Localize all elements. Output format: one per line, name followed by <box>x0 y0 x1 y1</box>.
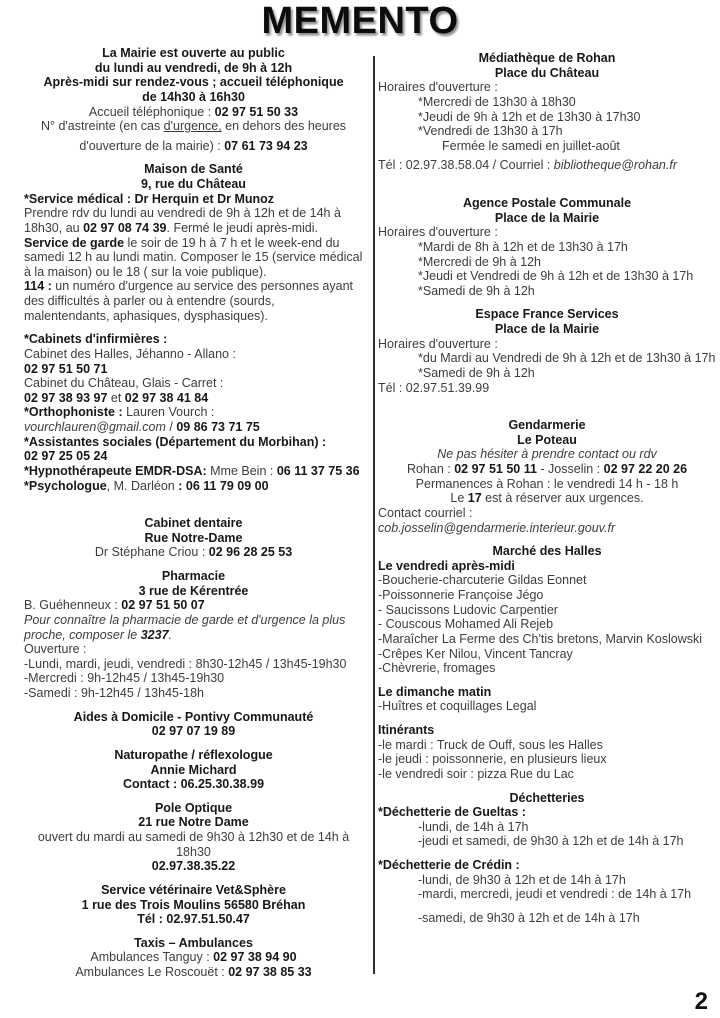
text-line <box>24 479 363 494</box>
text-line <box>24 965 363 980</box>
text-run: - Saucissons Ludovic Carpentier <box>378 602 558 617</box>
text-line <box>378 211 716 226</box>
bold-text-run: Marché des Halles <box>492 544 602 559</box>
text-run: *Mercredi de 9h à 12h <box>418 254 541 269</box>
heading-gendarmerie <box>378 418 716 433</box>
text-line <box>378 858 716 873</box>
bold-text-run: Après-midi sur rendez-vous ; accueil téléphonique <box>43 75 344 90</box>
text-run: -Chèvrerie, fromages <box>378 661 496 676</box>
text-line <box>24 859 363 874</box>
bold-text-run: 09 86 73 71 75 <box>176 420 260 434</box>
bold-text-run: Taxis – Ambulances <box>134 935 253 950</box>
bold-text-run: Déchetteries <box>509 790 585 805</box>
text-run: -Maraîcher La Ferme des Ch'tis bretons, Marvin Koslowski <box>378 631 703 646</box>
text-run: Ambulances Le Roscouët : <box>75 965 229 979</box>
text-run: B. Guéhenneux : <box>24 598 122 613</box>
bold-text-run: 07 61 73 94 23 <box>224 138 308 153</box>
text-run: -mardi, mercredi, jeudi et vendredi : de 14h à 17h <box>418 887 692 902</box>
text-line <box>24 950 363 965</box>
text-run: -lundi, de 14h à 17h <box>418 819 529 834</box>
text-line <box>24 686 363 701</box>
text-line <box>24 642 363 657</box>
bold-text-run: Pole Optique <box>154 800 233 815</box>
text-line <box>378 269 716 284</box>
text-line <box>24 815 363 830</box>
text-run: *Mercredi de 13h30 à 18h30 <box>418 94 576 109</box>
text-run: Ambulances Tanguy : <box>90 950 214 965</box>
bold-text-run: 02.97.38.35.22 <box>151 859 236 874</box>
text-run: *Samedi de 9h à 12h <box>418 283 535 298</box>
text-run: Cabinet du Château, Glais - Carret : <box>24 376 224 391</box>
bold-text-run: Cabinet dentaire <box>144 516 243 531</box>
bold-text-run: 3 rue de Kérentrée <box>138 583 249 598</box>
text-line <box>378 738 716 753</box>
text-run: -le vendredi soir : pizza Rue du Lac <box>378 766 574 781</box>
bold-text-run: Le dimanche matin <box>378 684 492 699</box>
heading-espace-france-services <box>378 307 716 322</box>
bold-text-run: *Service médical : Dr Herquin et Dr Munoz <box>24 191 275 206</box>
bold-text-run: Le Poteau <box>517 432 577 447</box>
text-line <box>378 351 716 366</box>
bold-text-run: *Déchetterie de Gueltas : <box>378 805 526 820</box>
text-line <box>24 912 363 927</box>
text-line <box>378 521 716 536</box>
text-line <box>378 834 716 849</box>
text-line <box>378 887 716 902</box>
bold-text-run: Service de garde <box>24 235 125 250</box>
text-line <box>378 447 716 462</box>
text-line <box>24 464 363 479</box>
text-line <box>378 433 716 448</box>
text-line <box>24 236 363 280</box>
bold-text-run: 02 97 51 50 33 <box>214 104 299 119</box>
bold-text-run: Le vendredi après-midi <box>378 558 515 573</box>
column-divider <box>373 56 375 974</box>
bold-text-run: Agence Postale Communale <box>462 196 632 210</box>
bold-text-run: 06 11 37 75 36 <box>276 463 360 478</box>
text-run: d'urgence, <box>163 119 222 134</box>
text-line <box>24 898 363 913</box>
heading-mairie <box>24 46 363 61</box>
bold-text-run: 1 rue des Trois Moulins 56580 Bréhan <box>81 897 306 912</box>
bold-text-run: 114 : <box>24 279 52 294</box>
text-line <box>24 376 363 391</box>
text-run: Permanences à Rohan : le vendredi 14 h - 18 h <box>415 476 679 491</box>
text-line <box>378 66 716 81</box>
text-line <box>24 657 363 672</box>
text-line <box>24 584 363 599</box>
text-line <box>24 435 363 450</box>
bold-text-run: 02 97 51 50 11 <box>454 462 537 476</box>
bold-text-run: 02 97 51 50 07 <box>121 598 205 613</box>
text-line <box>378 284 716 299</box>
text-line <box>378 573 716 588</box>
bold-text-run: *Orthophoniste : <box>24 405 123 420</box>
bold-text-run: Place de la Mairie <box>494 322 600 336</box>
bold-text-run: Annie Michard <box>150 762 237 777</box>
page-title: MEMENTO <box>261 0 459 42</box>
heading-aides-a-domicile <box>24 710 363 725</box>
text-run: Ne pas hésiter à prendre contact ou rdv <box>437 447 657 462</box>
text-run: *Samedi de 9h à 12h <box>418 365 535 380</box>
text-line <box>24 206 363 235</box>
text-run: *Jeudi de 9h à 12h et de 13h30 à 17h30 <box>418 109 641 124</box>
text-run: -Boucherie-charcuterie Gildas Eonnet <box>378 573 587 588</box>
right-column <box>377 51 720 926</box>
text-line <box>378 322 716 337</box>
text-line <box>378 820 716 835</box>
text-run: bibliotheque@rohan.fr <box>553 158 677 173</box>
text-line <box>378 805 716 820</box>
heading-pole-optique <box>24 801 363 816</box>
text-line <box>24 61 363 76</box>
text-line <box>378 661 716 676</box>
bold-text-run: *Psychologue <box>24 478 107 493</box>
heading-mediatheque <box>378 51 716 66</box>
text-line <box>378 240 716 255</box>
text-run: d'ouverture de la mairie) : <box>79 138 225 153</box>
text-run: - Josselin : <box>536 462 604 476</box>
bold-text-run: Service vétérinaire Vet&Sphère <box>101 882 286 897</box>
text-run: *du Mardi au Vendredi de 9h à 12h et de 13h30 à 17h <box>418 351 716 366</box>
text-line <box>24 177 363 192</box>
text-line <box>378 381 716 396</box>
bold-text-run: Tél : 02.97.51.50.47 <box>137 912 250 927</box>
text-run: en dehors des heures <box>221 119 347 134</box>
heading-itinerants <box>378 723 716 738</box>
text-line <box>24 598 363 613</box>
bold-text-run: 02 97 08 74 39 <box>83 220 167 235</box>
bold-text-run: Place de la Mairie <box>494 210 600 225</box>
text-run: / <box>165 420 177 434</box>
text-line <box>378 647 716 662</box>
left-column <box>0 46 372 980</box>
text-run: Le <box>450 491 468 506</box>
bold-text-run: La Mairie est ouverte au public <box>102 46 285 60</box>
text-run: -jeudi et samedi, de 9h30 à 12h et de 14h à 17h <box>418 834 684 849</box>
bold-text-run: 02 97 25 05 24 <box>24 449 108 464</box>
text-run: un numéro d'urgence au service des personnes ayant des difficultés à parler ou à entendre (sourds, malentendants, aphasiques, dysphasiques). <box>24 279 353 323</box>
text-run: -Poissonnerie Françoise Jégo <box>378 588 544 602</box>
text-run: Dr Stéphane Criou : <box>94 545 209 560</box>
text-run: Pour connaître la pharmacie de garde et d'urgence la plus proche, composer le <box>24 612 346 642</box>
bold-text-run: 9, rue du Château <box>141 177 246 191</box>
heading-maison-de-sante <box>24 162 363 177</box>
text-line <box>378 767 716 782</box>
bold-text-run: *Déchetterie de Crédin : <box>378 858 520 872</box>
text-line <box>24 90 363 105</box>
bold-text-run: 02 97 51 50 71 <box>24 361 108 376</box>
text-run: cob.josselin@gendarmerie.interieur.gouv.fr <box>378 520 616 535</box>
text-line <box>378 588 716 603</box>
heading-pharmacie <box>24 569 363 584</box>
bold-text-run: Médiathèque de Rohan <box>478 51 616 65</box>
text-run: Horaires d'ouverture : <box>378 80 498 95</box>
text-run: . <box>168 627 173 642</box>
text-line <box>24 362 363 377</box>
text-run: Accueil téléphonique : <box>88 104 215 119</box>
text-line <box>24 763 363 778</box>
text-line <box>378 617 716 632</box>
text-line <box>24 671 363 686</box>
text-line <box>378 603 716 618</box>
bold-text-run: 02 97 38 93 97 <box>24 390 108 405</box>
text-line <box>378 491 716 506</box>
text-run: , M. Darléon <box>106 478 179 493</box>
bold-text-run: Maison de Santé <box>144 162 243 177</box>
text-run: -Huîtres et coquillages Legal <box>378 699 537 714</box>
text-line <box>24 75 363 90</box>
heading-taxis-ambulances <box>24 936 363 951</box>
bold-text-run: *Cabinets d'infirmières : <box>24 332 168 347</box>
text-run: . Fermé le jeudi après-midi. <box>166 220 318 235</box>
text-line <box>378 110 716 125</box>
text-line <box>378 632 716 647</box>
text-line <box>24 119 363 134</box>
heading-marche-des-halles <box>378 544 716 559</box>
text-line <box>24 279 363 323</box>
page-number: 2 <box>694 988 708 1015</box>
text-line <box>24 724 363 739</box>
text-line <box>378 139 716 154</box>
text-line <box>378 366 716 381</box>
text-line <box>24 449 363 464</box>
text-line <box>24 391 363 406</box>
text-run: est à réserver aux urgences. <box>481 491 644 506</box>
heading-agence-postale <box>378 196 716 211</box>
text-run: Ouverture : <box>24 642 87 657</box>
text-line <box>378 337 716 352</box>
text-line <box>378 255 716 270</box>
text-run: vourchlauren@gmail.com <box>24 420 166 434</box>
text-run: -lundi, de 9h30 à 12h et de 14h à 17h <box>418 872 626 887</box>
text-line <box>24 139 363 154</box>
text-line <box>378 911 716 926</box>
text-line <box>378 462 716 477</box>
bold-text-run: Contact : 06.25.30.38.99 <box>122 777 265 792</box>
text-line <box>378 80 716 95</box>
text-line <box>378 506 716 521</box>
bold-text-run: Place du Château <box>494 65 600 80</box>
text-run: Fermée le samedi en juillet-août <box>442 138 620 153</box>
text-run: -le mardi : Truck de Ouff, sous les Halles <box>378 737 603 752</box>
text-run: - Couscous Mohamed Ali Rejeb <box>378 617 554 632</box>
bold-text-run: 02 97 07 19 89 <box>151 724 236 739</box>
text-run: Horaires d'ouverture : <box>378 225 498 240</box>
bold-text-run: 02 97 38 94 90 <box>213 950 297 965</box>
bold-text-run: Aides à Domicile - Pontivy Communauté <box>73 709 314 724</box>
text-run: -Mercredi : 9h-12h45 / 13h45-19h30 <box>24 671 225 686</box>
text-line <box>24 777 363 792</box>
text-line <box>24 420 363 435</box>
text-run: -le jeudi : poissonnerie, en plusieurs lieux <box>378 752 607 767</box>
heading-naturopathe <box>24 748 363 763</box>
bold-text-run: *Hypnothérapeute EMDR-DSA: <box>24 463 207 478</box>
heading-cabinet-dentaire <box>24 516 363 531</box>
text-run: -samedi, de 9h30 à 12h et de 14h à 17h <box>418 910 640 925</box>
bold-text-run: 02 97 22 20 26 <box>603 462 688 476</box>
text-run: -Samedi : 9h-12h45 / 13h45-18h <box>24 686 204 700</box>
bold-text-run: du lundi au vendredi, de 9h à 12h <box>94 60 293 75</box>
text-line <box>378 95 716 110</box>
bold-text-run: de 14h30 à 16h30 <box>142 89 245 104</box>
text-line <box>378 873 716 888</box>
text-line <box>378 752 716 767</box>
text-line <box>24 347 363 362</box>
text-run: *Mardi de 8h à 12h et de 13h30 à 17h <box>418 239 628 254</box>
text-line <box>24 545 363 560</box>
text-line <box>378 477 716 492</box>
text-run: Lauren Vourch : <box>122 405 215 420</box>
bold-text-run: : 06 11 79 09 00 <box>178 478 269 493</box>
text-run: N° d'astreinte (en cas <box>40 119 164 134</box>
text-run: -Crêpes Ker Nilou, Vincent Tancray <box>378 646 573 661</box>
bold-text-run: Rue Notre-Dame <box>144 530 243 545</box>
text-run: Horaires d'ouverture : <box>378 336 498 351</box>
text-run: *Jeudi et Vendredi de 9h à 12h et de 13h30 à 17h <box>418 269 694 284</box>
heading-cabinets-infirmieres <box>24 332 363 347</box>
heading-veterinaire <box>24 883 363 898</box>
bold-text-run: 21 rue Notre Dame <box>138 815 249 830</box>
text-run: Contact courriel : <box>378 505 473 520</box>
bold-text-run: Gendarmerie <box>508 418 586 433</box>
text-line <box>24 192 363 207</box>
heading-dimanche-matin <box>378 685 716 700</box>
text-line <box>378 559 716 574</box>
bold-text-run: 02 97 38 41 84 <box>124 390 209 405</box>
bold-text-run: Naturopathe / réflexologue <box>114 747 273 762</box>
bold-text-run: 02 97 38 85 33 <box>228 965 312 979</box>
heading-dechetteries <box>378 791 716 806</box>
bold-text-run: Itinérants <box>378 723 435 737</box>
text-run: et <box>107 390 125 405</box>
text-line <box>24 405 363 420</box>
text-line <box>378 124 716 139</box>
text-line <box>378 158 716 173</box>
bold-text-run: *Assistantes sociales (Département du Morbihan) : <box>24 434 327 449</box>
text-run: Rohan : <box>406 462 455 476</box>
text-run: Prendre rdv du lundi au vendredi de 9h à 12h et de 14h à 18h30, au <box>24 206 341 235</box>
text-run: Mme Bein : <box>206 463 277 478</box>
text-run: ouvert du mardi au samedi de 9h30 à 12h30 et de 14h à 18h30 <box>37 830 350 859</box>
text-line <box>24 531 363 546</box>
text-run: -Lundi, mardi, jeudi, vendredi : 8h30-12h45 / 13h45-19h30 <box>24 656 347 671</box>
text-run: le soir de 19 h à 7 h et le week-end du samedi 12 h au lundi matin. Composer le 15 (service médical à la maison) ou le 18 ( sur la voie publique). <box>24 235 363 279</box>
text-line <box>378 225 716 240</box>
bold-text-run: Pharmacie <box>161 569 226 583</box>
text-run: *Vendredi de 13h30 à 17h <box>418 124 563 139</box>
bold-text-run: 3237 <box>140 627 169 642</box>
text-run: Tél : 02.97.38.58.04 / Courriel : <box>378 158 554 173</box>
text-line <box>378 699 716 714</box>
bold-text-run: 17 <box>467 491 482 506</box>
text-run: Tél : 02.97.51.39.99 <box>378 380 490 395</box>
text-line <box>24 105 363 120</box>
bold-text-run: 02 96 28 25 53 <box>208 545 293 560</box>
text-line <box>24 830 363 859</box>
bold-text-run: Espace France Services <box>475 307 619 322</box>
text-run: Cabinet des Halles, Jéhanno - Allano : <box>24 346 236 361</box>
text-line <box>24 613 363 642</box>
